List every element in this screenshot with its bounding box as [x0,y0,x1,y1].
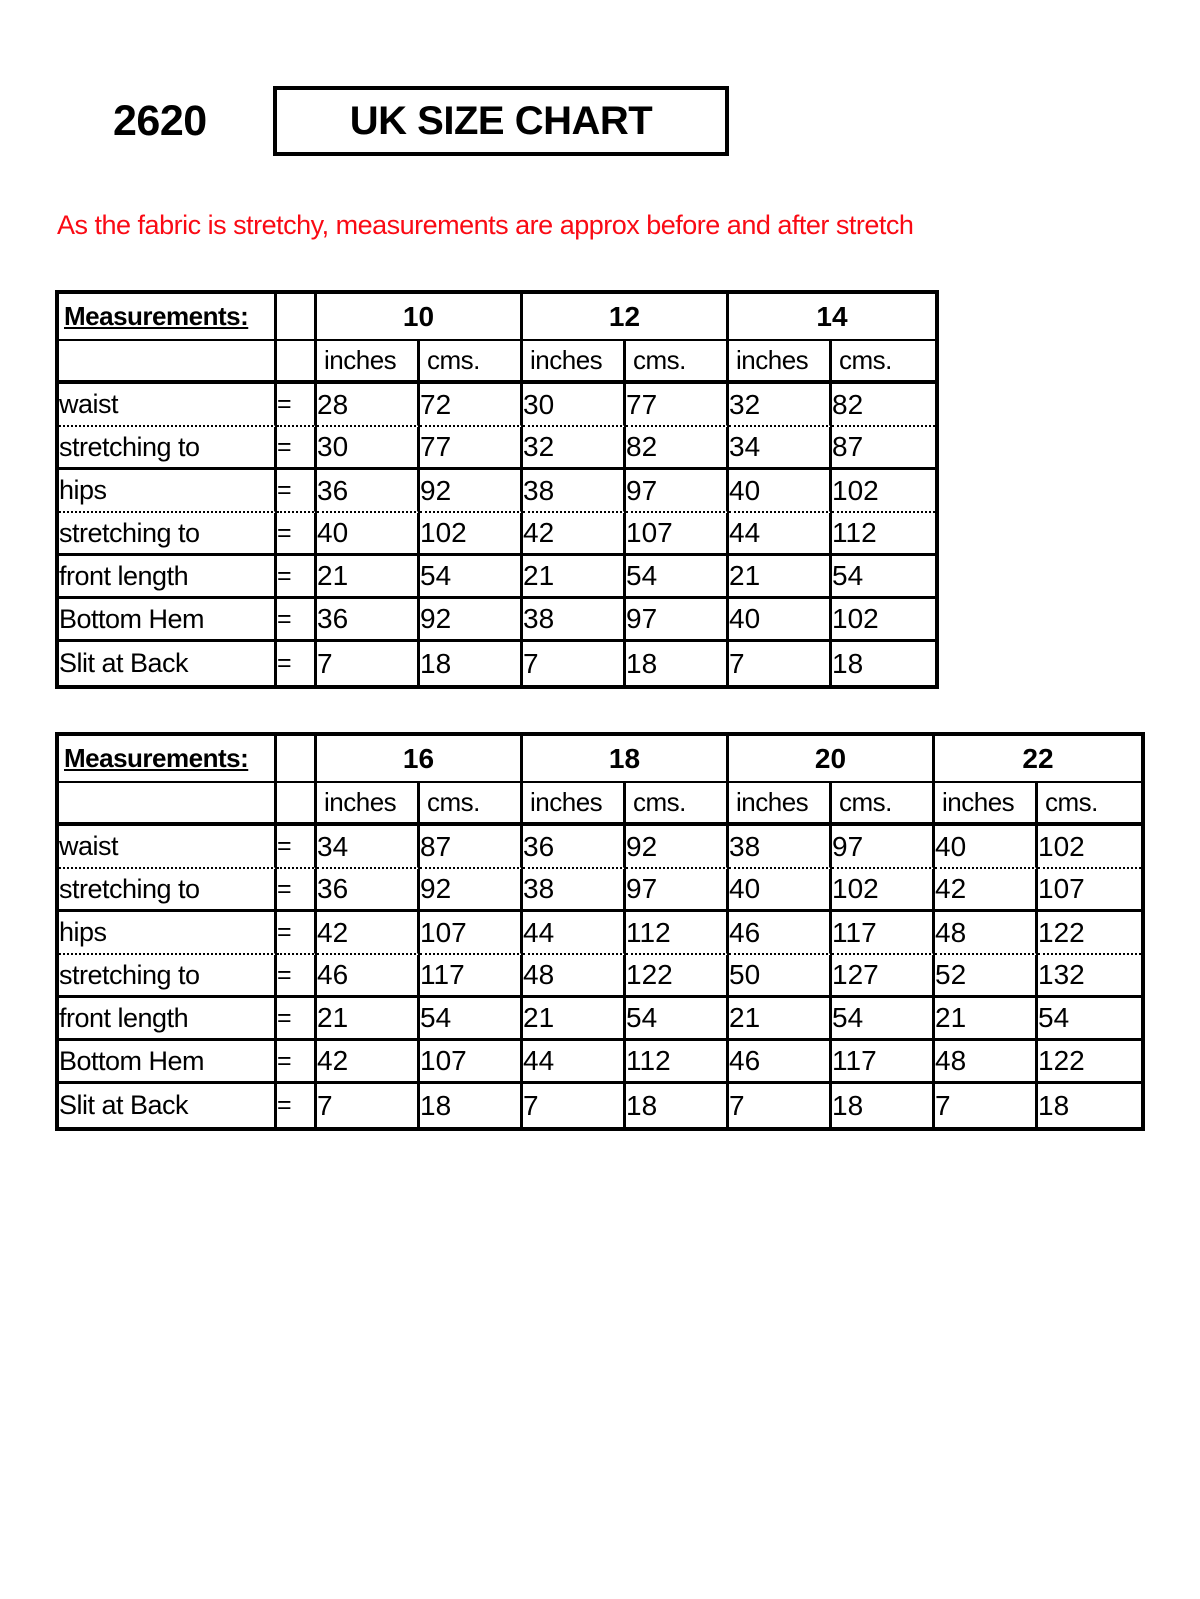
unit-header-cms: cms. [626,341,729,384]
unit-header-cms: cms. [626,783,729,826]
unit-header-cms: cms. [1038,783,1141,826]
value-cell: 122 [1038,1041,1141,1084]
title-box [273,86,729,156]
value-cell: 21 [317,998,420,1041]
value-cell: 87 [832,427,935,470]
value-cell: 102 [420,513,523,556]
size-header: 10 [317,294,523,341]
value-cell: 32 [729,384,832,427]
value-cell: 7 [935,1084,1038,1127]
measurement-row [59,955,1141,998]
value-cell: 40 [935,826,1038,869]
size-table-1 [55,290,939,689]
units-header-row [59,341,935,384]
equals-sign: = [277,599,317,642]
value-cell: 34 [317,826,420,869]
measurement-row [59,1084,1141,1127]
unit-header-cms: cms. [832,341,935,384]
measurement-row [59,513,935,556]
equals-sign: = [277,1084,317,1127]
value-cell: 92 [420,869,523,912]
value-cell: 21 [523,556,626,599]
value-cell: 54 [626,998,729,1041]
equals-sign: = [277,998,317,1041]
value-cell: 112 [626,912,729,955]
value-cell: 30 [317,427,420,470]
value-cell: 48 [935,912,1038,955]
value-cell: 40 [729,470,832,513]
value-cell: 7 [523,642,626,685]
equals-column-header [277,294,317,341]
value-cell: 42 [317,912,420,955]
value-cell: 18 [832,647,864,679]
value-cell: 40 [317,513,420,556]
value-cell: 102 [832,869,935,912]
unit-header-inches: inches [317,783,420,826]
equals-sign: = [277,912,317,955]
value-cell: 46 [317,955,420,998]
value-cell: 54 [626,556,729,599]
equals-sign: = [277,427,317,470]
value-cell: 36 [317,470,420,513]
value-cell: 48 [523,955,626,998]
unit-header-inches: inches [935,783,1038,826]
row-label: Slit at Back [59,642,277,685]
row-label: stretching to [59,427,277,470]
value-cell: 97 [626,599,729,642]
value-cell: 44 [523,1041,626,1084]
value-cell: 21 [729,556,832,599]
value-cell: 107 [420,912,523,955]
value-cell: 46 [729,912,832,955]
unit-header-inches: inches [523,341,626,384]
value-cell: 18 [420,642,523,685]
unit-header-cms: cms. [420,783,523,826]
style-code: 2620 [113,96,207,145]
value-cell: 38 [523,470,626,513]
tables-container [0,290,1200,1131]
value-cell: 7 [523,1084,626,1127]
value-cell: 21 [523,998,626,1041]
measurement-row [59,427,935,470]
value-cell: 122 [626,955,729,998]
size-header: 22 [935,736,1141,783]
value-cell: 18 [626,1084,729,1127]
blank-label-cell [59,341,277,384]
value-cell: 54 [1038,998,1141,1041]
value-cell: 36 [317,869,420,912]
value-cell: 21 [317,556,420,599]
row-label: waist [59,384,277,427]
row-label: stretching to [59,869,277,912]
value-cell: 18 [626,642,729,685]
equals-sign: = [277,955,317,998]
value-cell: 42 [935,869,1038,912]
equals-sign: = [277,384,317,427]
value-cell: 7 [729,1084,832,1127]
value-cell: 34 [729,427,832,470]
size-header: 14 [729,294,935,341]
measurement-row [59,1041,1141,1084]
value-cell: 112 [626,1041,729,1084]
value-cell: 72 [420,384,523,427]
value-cell: 54 [420,998,523,1041]
value-cell: 7 [317,642,420,685]
value-cell: 54 [832,998,935,1041]
measurements-heading: Measurements: [59,294,277,341]
blank-equals-cell [277,341,317,384]
value-cell: 52 [935,955,1038,998]
value-cell: 18 [1038,1089,1070,1121]
measurement-row [59,826,1141,869]
size-header: 20 [729,736,935,783]
value-cell: 44 [729,513,832,556]
value-cell: 92 [420,470,523,513]
value-cell: 21 [935,998,1038,1041]
value-cell: 7 [729,642,832,685]
unit-header-cms: cms. [420,341,523,384]
value-cell: 7 [317,1084,420,1127]
value-cell: 97 [832,826,935,869]
equals-sign: = [277,1041,317,1084]
value-cell: 112 [832,513,935,556]
value-cell: 18 [420,1084,523,1127]
value-cell: 132 [1038,955,1141,998]
row-label: hips [59,912,277,955]
value-cell: 46 [729,1041,832,1084]
value-cell: 50 [729,955,832,998]
value-cell: 54 [420,556,523,599]
row-label: front length [59,556,277,599]
size-header: 18 [523,736,729,783]
unit-header-inches: inches [523,783,626,826]
value-cell: 36 [523,826,626,869]
row-label: hips [59,470,277,513]
measurements-heading: Measurements: [59,736,277,783]
blank-label-cell [59,783,277,826]
value-cell: 117 [420,955,523,998]
value-cell: 102 [832,599,935,642]
size-header: 12 [523,294,729,341]
value-cell: 28 [317,384,420,427]
unit-header-inches: inches [729,783,832,826]
value-cell: 107 [1038,869,1141,912]
equals-sign: = [277,556,317,599]
equals-sign: = [277,513,317,556]
measurement-row [59,998,1141,1041]
measurement-row [59,556,935,599]
value-cell: 38 [523,599,626,642]
size-table-2 [55,732,1145,1131]
row-label: Slit at Back [59,1084,277,1127]
value-cell: 82 [832,384,935,427]
value-cell: 38 [523,869,626,912]
measurement-row [59,642,935,685]
value-cell: 54 [832,556,935,599]
value-cell: 127 [832,955,935,998]
unit-header-inches: inches [317,341,420,384]
measurement-row [59,912,1141,955]
row-label: stretching to [59,955,277,998]
value-cell: 42 [523,513,626,556]
value-cell: 18 [832,1084,935,1127]
value-cell: 92 [420,599,523,642]
value-cell: 77 [420,427,523,470]
equals-sign: = [277,470,317,513]
value-cell: 77 [626,384,729,427]
row-label: waist [59,826,277,869]
table-header-row [59,736,1141,783]
value-cell: 102 [832,470,935,513]
value-cell: 36 [317,599,420,642]
size-header: 16 [317,736,523,783]
equals-sign: = [277,869,317,912]
value-cell: 122 [1038,912,1141,955]
equals-sign: = [277,642,317,685]
row-label: Bottom Hem [59,1041,277,1084]
value-cell: 87 [420,826,523,869]
unit-header-inches: inches [729,341,832,384]
blank-equals-cell [277,783,317,826]
value-cell: 40 [729,599,832,642]
stretch-note: As the fabric is stretchy, measurements are approx before and after stretch [57,210,914,240]
value-cell: 97 [626,869,729,912]
row-label: Bottom Hem [59,599,277,642]
value-cell: 30 [523,384,626,427]
page-title: UK SIZE CHART [349,98,653,143]
unit-header-cms: cms. [832,783,935,826]
row-label: stretching to [59,513,277,556]
value-cell: 107 [420,1041,523,1084]
value-cell: 44 [523,912,626,955]
value-cell: 102 [1038,826,1141,869]
value-cell: 117 [832,912,935,955]
value-cell: 38 [729,826,832,869]
value-cell: 82 [626,427,729,470]
measurement-row [59,384,935,427]
measurement-row [59,470,935,513]
equals-column-header [277,736,317,783]
value-cell: 42 [317,1041,420,1084]
units-header-row [59,783,1141,826]
value-cell: 48 [935,1041,1038,1084]
value-cell: 117 [832,1041,935,1084]
value-cell: 21 [729,998,832,1041]
value-cell: 92 [626,826,729,869]
table-header-row [59,294,935,341]
measurement-row [59,869,1141,912]
header [113,0,1200,156]
equals-sign: = [277,826,317,869]
value-cell: 40 [729,869,832,912]
measurement-row [59,599,935,642]
row-label: front length [59,998,277,1041]
value-cell: 32 [523,427,626,470]
value-cell: 97 [626,470,729,513]
value-cell: 107 [626,513,729,556]
